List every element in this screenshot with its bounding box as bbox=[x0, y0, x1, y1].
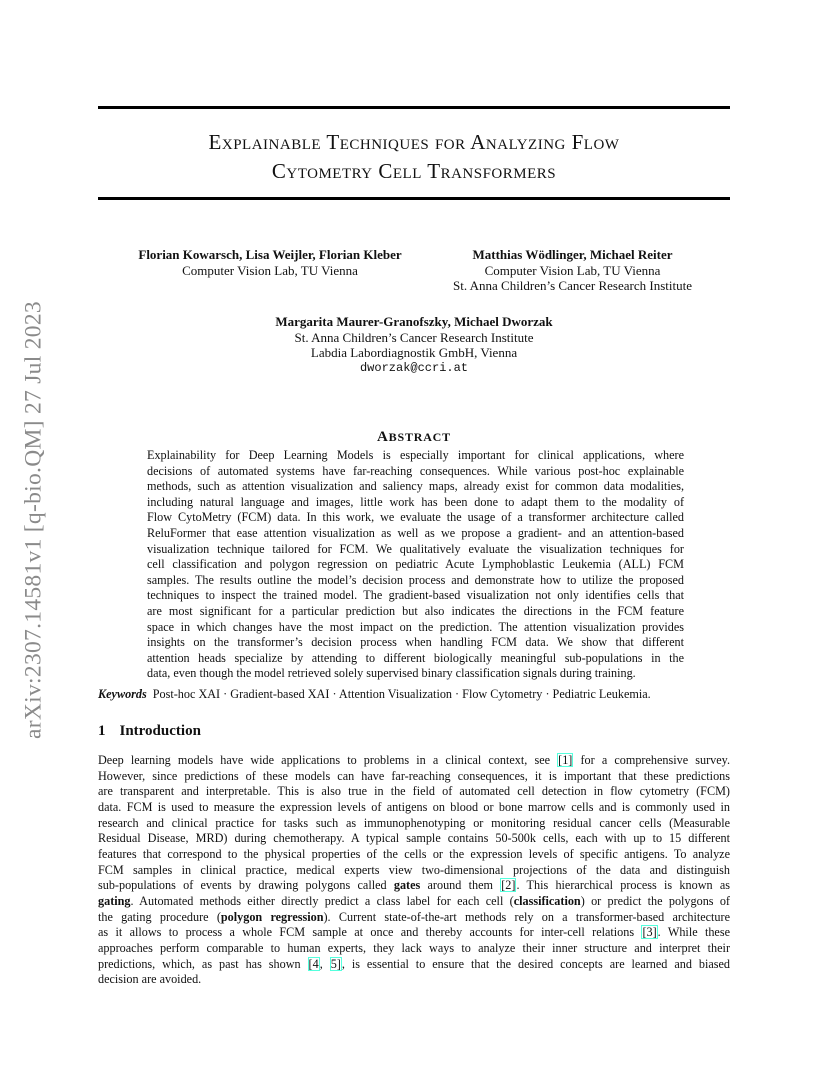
arxiv-stamp bbox=[6, 270, 62, 770]
keywords bbox=[98, 687, 730, 702]
section-heading bbox=[98, 723, 201, 740]
abstract-body bbox=[147, 448, 684, 682]
abstract-line: visualization technique tailored for FCM. We qualitatively evaluate the visualization techniques for bbox=[147, 541, 684, 556]
affiliation: Computer Vision Lab, TU Vienna bbox=[182, 262, 358, 278]
intro-line: predictions, which, as past has shown [4, 5], is essential to ensure that the desired concepts are learned and biased bbox=[98, 956, 731, 971]
abstract-line: data, even though the model retrieved solely supervised binary classification signals during training. bbox=[147, 666, 636, 681]
abstract-line: including natural language and images, little work has been done to adapt them to the modality of bbox=[147, 494, 684, 509]
abstract-line: are most significant for a particular prediction but also indicates the directions in the FCM feature bbox=[147, 603, 684, 618]
author-group-1 bbox=[120, 247, 420, 278]
keywords-label: Keywords bbox=[98, 687, 147, 701]
abstract-line: insights on the transformer’s decision process when handling FCM data. We show that different bbox=[147, 635, 684, 650]
author-group-3 bbox=[200, 314, 628, 376]
intro-line: gating. Automated methods either directly predict a class label for each cell (classification) or predict the polygons of bbox=[98, 893, 730, 908]
intro-line: as it allows to process a whole FCM sample at once and thereby accounts for inter-cell relations [3]. While these bbox=[98, 925, 730, 940]
intro-line: features that correspond to the physical properties of the cells or the expression levels of specific antigens. To analyze bbox=[98, 846, 730, 861]
citation-link[interactable]: [4 bbox=[308, 956, 319, 971]
intro-line: Residual Disease, MRD) during chemotherapy. A typical sample contains 50-500k cells, each with up to 15 different bbox=[98, 831, 730, 846]
affiliation: St. Anna Children’s Cancer Research Institute bbox=[452, 278, 692, 293]
citation-link[interactable]: [2] bbox=[501, 878, 516, 893]
intro-line: sub-populations of events by drawing polygons called gates around them [2]. This hierarchical process is known as bbox=[98, 878, 730, 893]
intro-line: the gating procedure (polygon regression). Current state-of-the-art methods rely on a transformer-based architecture bbox=[98, 909, 730, 924]
citation-link[interactable]: 5] bbox=[330, 956, 341, 971]
intro-line: However, since predictions of these models can have far-reaching consequences, it is important that these predictions bbox=[98, 768, 730, 783]
title-line-1: Explainable Techniques for Analyzing Flow bbox=[208, 130, 620, 154]
intro-body bbox=[98, 753, 730, 988]
author-group-2 bbox=[430, 247, 715, 294]
paper-title bbox=[98, 128, 730, 186]
abstract-line: Flow CytoMetry (FCM) data. In this work, we evaluate the usage of a transformer architecture called bbox=[147, 510, 684, 525]
title-rule-bottom bbox=[98, 197, 730, 200]
section-number: 1 bbox=[98, 723, 106, 739]
arxiv-id: arXiv:2307.14581v1 [q-bio.QM] 27 Jul 2023 bbox=[20, 301, 47, 739]
abstract-heading: ABSTRACT bbox=[377, 429, 451, 445]
abstract-line: Explainability for Deep Learning Models is especially important for clinical applications, where bbox=[147, 448, 684, 462]
citation-link[interactable]: [3] bbox=[642, 925, 657, 940]
citation-link[interactable]: [1] bbox=[558, 753, 573, 767]
intro-line: are transparent and interpretable. This is also true in the field of automated cell detection in flow cytometry (FCM) bbox=[98, 784, 730, 799]
author-email[interactable]: dworzak@ccri.at bbox=[359, 360, 469, 375]
keywords-text: Post-hoc XAI · Gradient-based XAI · Attention Visualization · Flow Cytometry · Pediatric Leukemia. bbox=[152, 687, 651, 701]
affiliation: Labdia Labordiagnostik GmbH, Vienna bbox=[310, 345, 518, 360]
intro-line: FCM samples in clinical practice, medical experts view two-dimensional projections of the data and distinguish bbox=[98, 862, 730, 877]
section-title: Introduction bbox=[119, 723, 201, 739]
title-line-2: Cytometry Cell Transformers bbox=[271, 159, 557, 183]
intro-line: research and clinical practice for tasks such as immunophenotyping or monitoring residual cancer cells (Measurable bbox=[98, 815, 730, 830]
abstract-line: methods, such as attention visualization and saliency maps, already exist for common data modalities, bbox=[147, 479, 684, 494]
intro-line: approaches perform comparable to human experts, they lack ways to analyze their inner structure and interpret their bbox=[98, 940, 730, 955]
abstract-line: samples. The results outline the model’s decision process and demonstrate how to utilize the proposed bbox=[147, 572, 684, 587]
abstract-line: decisions of automated systems have far-reaching consequences. While various post-hoc explainable bbox=[147, 463, 684, 478]
intro-line: decision are avoided. bbox=[98, 972, 202, 987]
abstract-line: attention heads specialize by attending to different biologically meaningful sub-populations in the bbox=[147, 650, 684, 665]
title-rule-top bbox=[98, 106, 730, 109]
author-names: Margarita Maurer-Granofszky, Michael Dworzak bbox=[275, 314, 553, 329]
author-names: Matthias Wödlinger, Michael Reiter bbox=[472, 247, 673, 262]
abstract-line: cell classification and polygon regression on pediatric Acute Lymphoblastic Leukemia (ALL) FCM bbox=[147, 557, 684, 572]
abstract-line: techniques to inspect the trained model. The gradient-based visualization not only identifies cells that bbox=[147, 588, 684, 603]
abstract-line: ReluFormer that ease attention visualization as well as we propose a gradient- and an attention-based bbox=[147, 525, 684, 540]
intro-line: Deep learning models have wide applications to problems in a clinical context, see [1] for a comprehensive survey. bbox=[98, 753, 730, 767]
intro-line: data. FCM is used to measure the expression levels of antigens on blood or bone marrow cells and is commonly used in bbox=[98, 799, 730, 814]
affiliation: St. Anna Children’s Cancer Research Institute bbox=[294, 329, 534, 345]
affiliation: Computer Vision Lab, TU Vienna bbox=[484, 262, 661, 278]
author-names: Florian Kowarsch, Lisa Weijler, Florian Kleber bbox=[138, 247, 402, 262]
abstract-line: space in which changes have the most impact on the prediction. The attention visualization provides bbox=[147, 619, 684, 634]
